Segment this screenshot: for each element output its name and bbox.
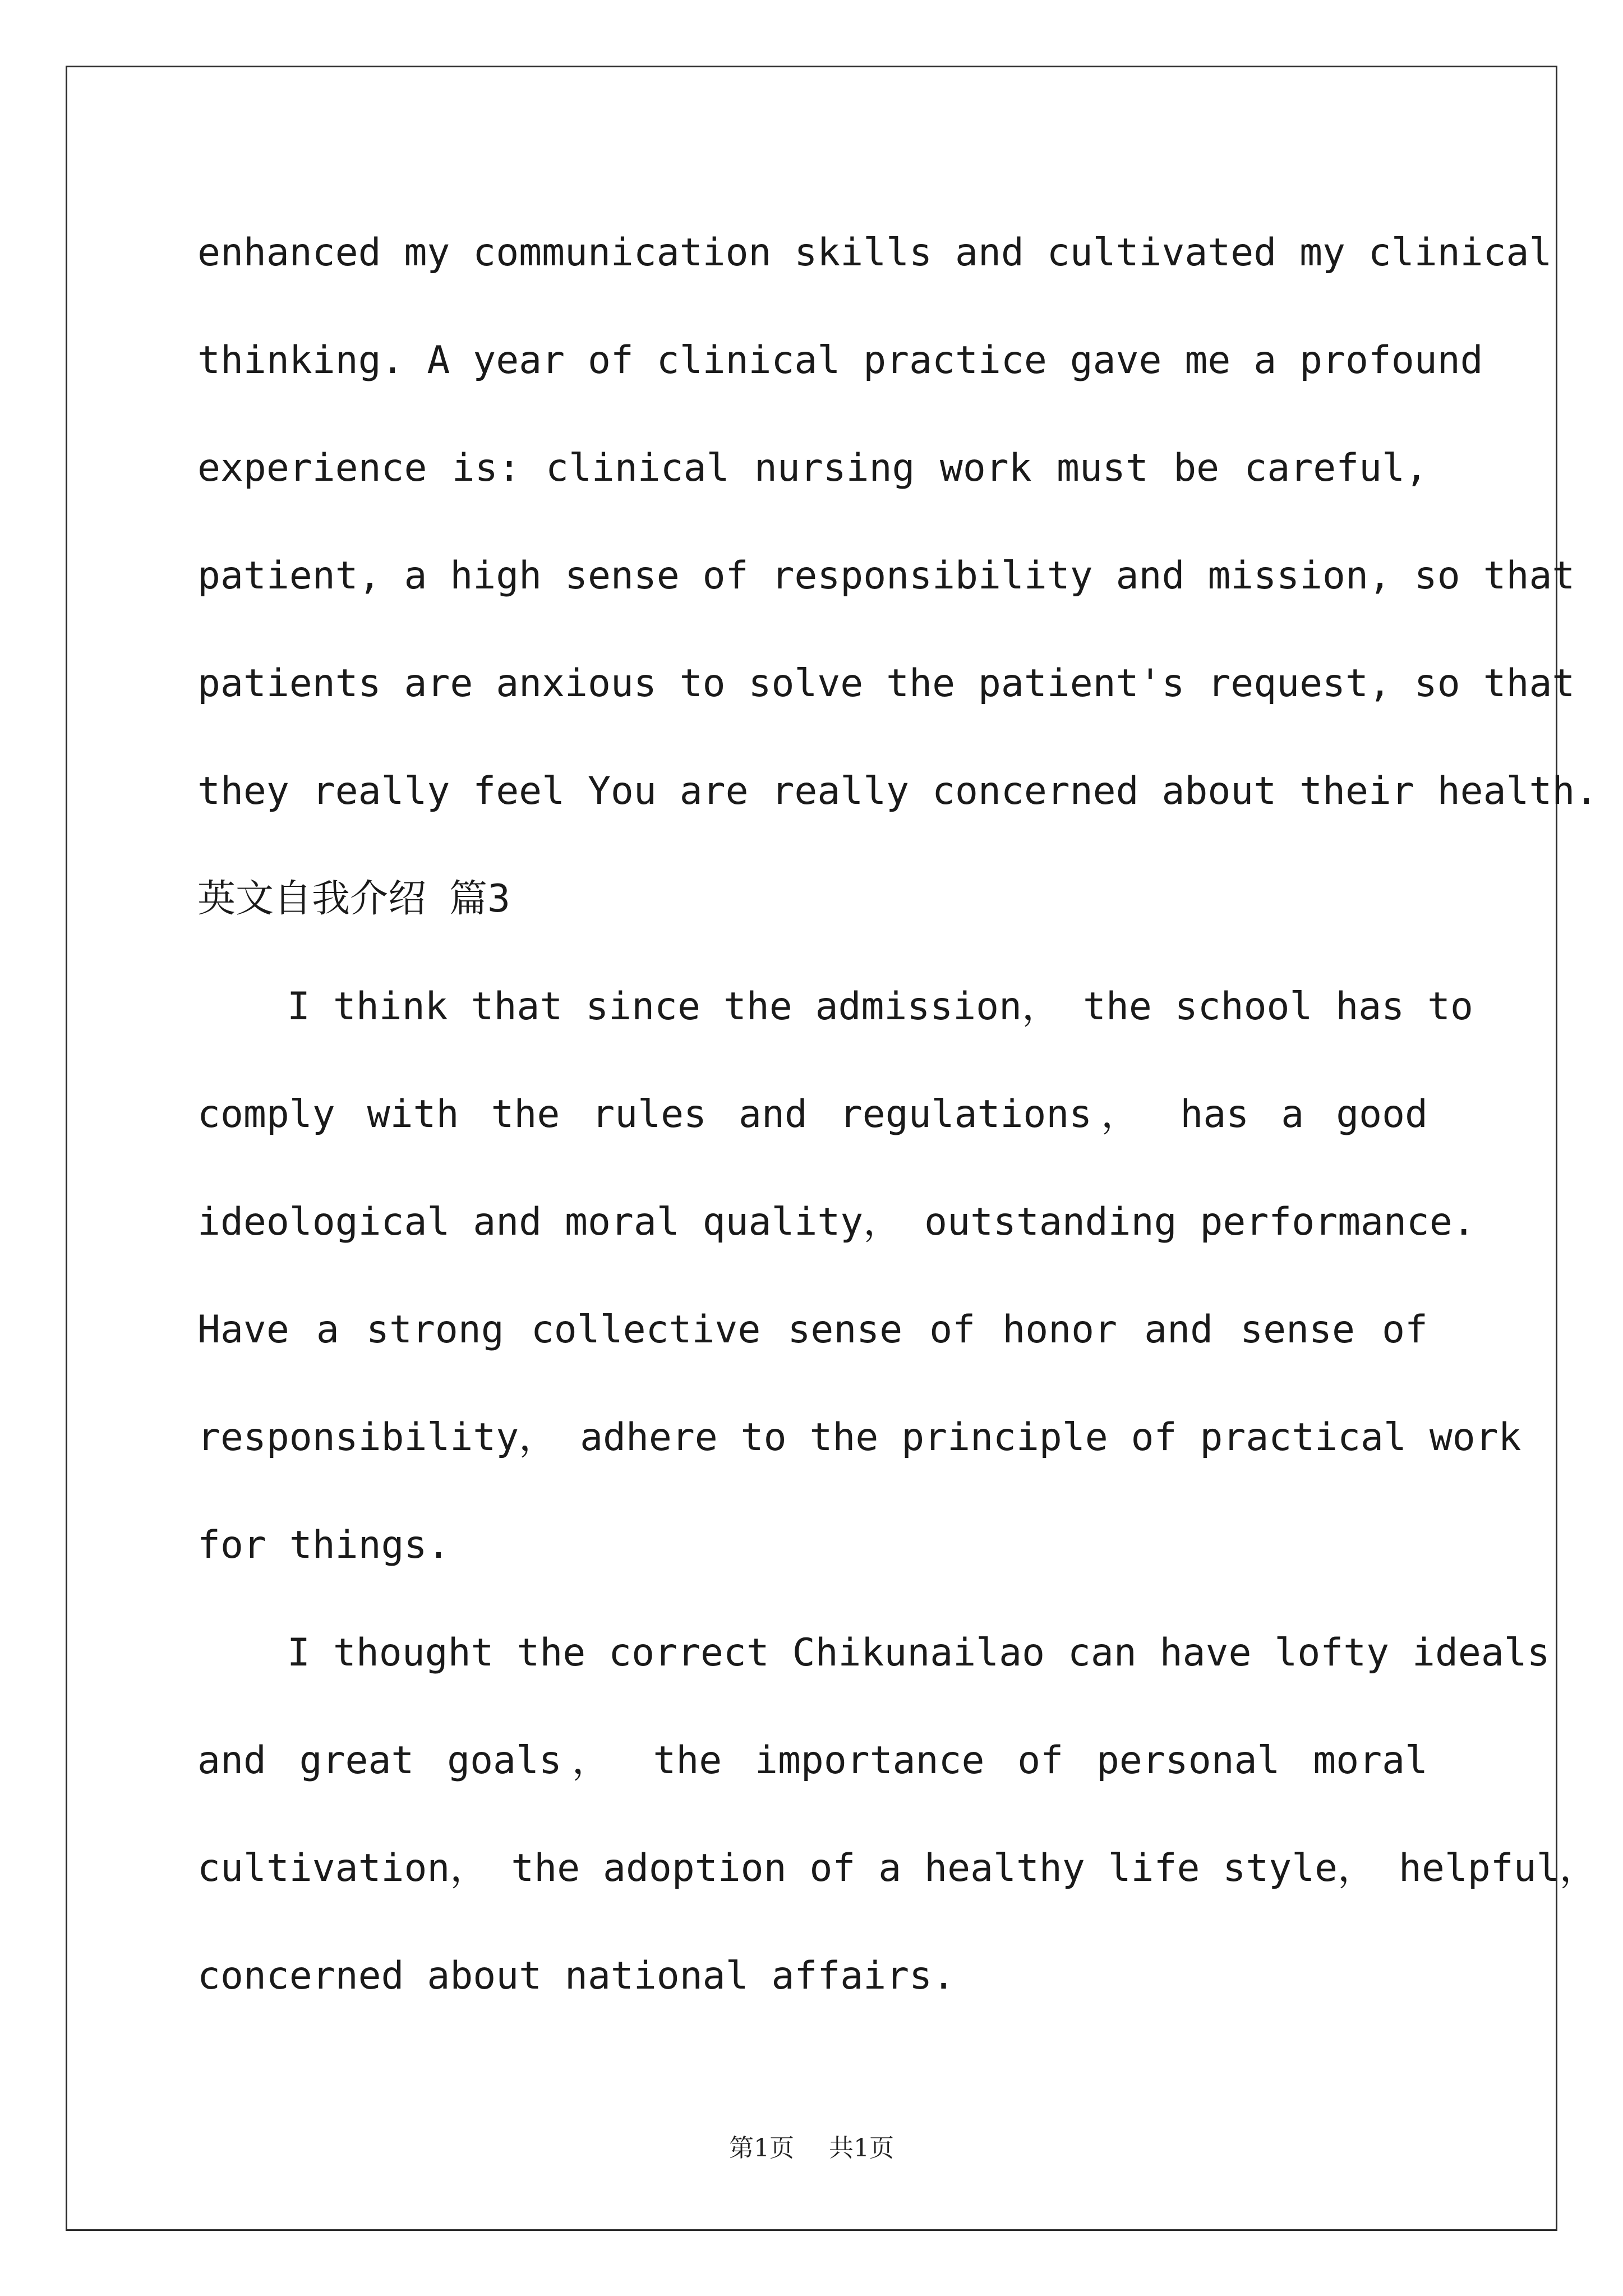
text-line: thinking. A year of clinical practice gave me a profound [197, 338, 1483, 383]
text-line: concerned about national affairs. [197, 1954, 956, 1998]
text-line: I think that since the admission， the school has to [287, 984, 1473, 1029]
text-line: responsibility， adhere to the principle of practical work [197, 1415, 1521, 1460]
text-line: comply with the rules and regulations， has a good [197, 1092, 1428, 1137]
text-line: enhanced my communication skills and cultivated my clinical [197, 231, 1552, 275]
text-line: Have a strong collective sense of honor and sense of [197, 1308, 1428, 1352]
text-line: I thought the correct Chikunailao can have lofty ideals [287, 1631, 1550, 1675]
page-number-current: 第1页 [729, 2134, 794, 2162]
section-heading: 英文自我介绍 篇3 [197, 877, 510, 921]
page-number-total: 共1页 [829, 2134, 894, 2162]
text-line: for things. [197, 1523, 450, 1567]
text-line: cultivation， the adoption of a healthy life style， helpful， [197, 1846, 1598, 1890]
page-border [66, 66, 1598, 2231]
page-footer [0, 2132, 1623, 2165]
text-line: and great goals， the importance of personal moral [197, 1738, 1428, 1783]
text-line: ideological and moral quality， outstanding performance. [197, 1200, 1476, 1244]
text-line: patients are anxious to solve the patient's request, so that [197, 661, 1575, 706]
text-line: experience is: clinical nursing work must be careful, [197, 446, 1428, 490]
text-line: they really feel You are really concerned about their health. [197, 769, 1598, 813]
text-line: patient, a high sense of responsibility and mission, so that [197, 554, 1575, 598]
